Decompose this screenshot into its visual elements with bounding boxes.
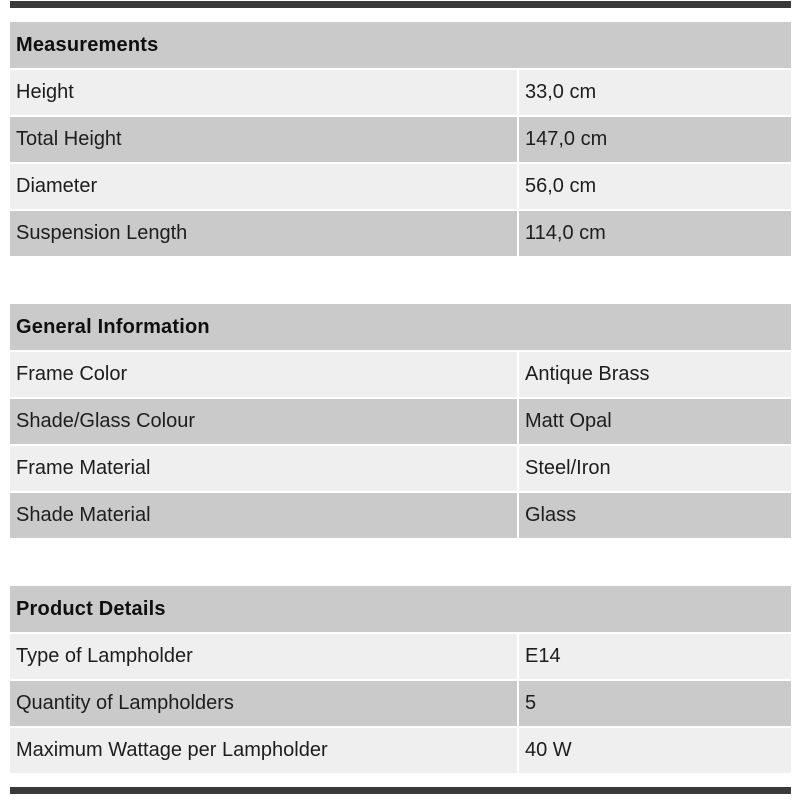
row-value: Glass <box>519 493 791 538</box>
row-value: Antique Brass <box>519 352 791 397</box>
row-label: Frame Material <box>10 446 517 491</box>
row-label: Shade/Glass Colour <box>10 399 517 444</box>
row-label: Frame Color <box>10 352 517 397</box>
row-value: 40 W <box>519 728 791 773</box>
row-label: Height <box>10 70 517 115</box>
table-header <box>10 22 791 68</box>
cropped-adjacent-row-bottom <box>10 787 791 794</box>
row-label: Suspension Length <box>10 211 517 256</box>
table-row <box>10 493 791 538</box>
table-row <box>10 634 791 679</box>
row-label: Maximum Wattage per Lampholder <box>10 728 517 773</box>
table-row <box>10 211 791 256</box>
measurements-table <box>10 22 791 256</box>
row-value: 147,0 cm <box>519 117 791 162</box>
table-row <box>10 117 791 162</box>
general-information-table <box>10 304 791 538</box>
row-label: Shade Material <box>10 493 517 538</box>
row-value: E14 <box>519 634 791 679</box>
table-header <box>10 304 791 350</box>
row-value: 114,0 cm <box>519 211 791 256</box>
table-title: General Information <box>16 315 210 338</box>
table-title: Measurements <box>16 33 159 56</box>
row-label: Total Height <box>10 117 517 162</box>
row-value: Matt Opal <box>519 399 791 444</box>
table-row <box>10 352 791 397</box>
table-row <box>10 446 791 491</box>
table-title: Product Details <box>16 597 166 620</box>
row-value: 56,0 cm <box>519 164 791 209</box>
table-row <box>10 681 791 726</box>
table-row <box>10 164 791 209</box>
table-row <box>10 399 791 444</box>
cropped-adjacent-row-top <box>10 1 791 8</box>
row-value: 5 <box>519 681 791 726</box>
table-row <box>10 70 791 115</box>
row-label: Quantity of Lampholders <box>10 681 517 726</box>
row-label: Type of Lampholder <box>10 634 517 679</box>
row-value: 33,0 cm <box>519 70 791 115</box>
product-details-table <box>10 586 791 773</box>
table-row <box>10 728 791 773</box>
row-value: Steel/Iron <box>519 446 791 491</box>
table-header <box>10 586 791 632</box>
row-label: Diameter <box>10 164 517 209</box>
